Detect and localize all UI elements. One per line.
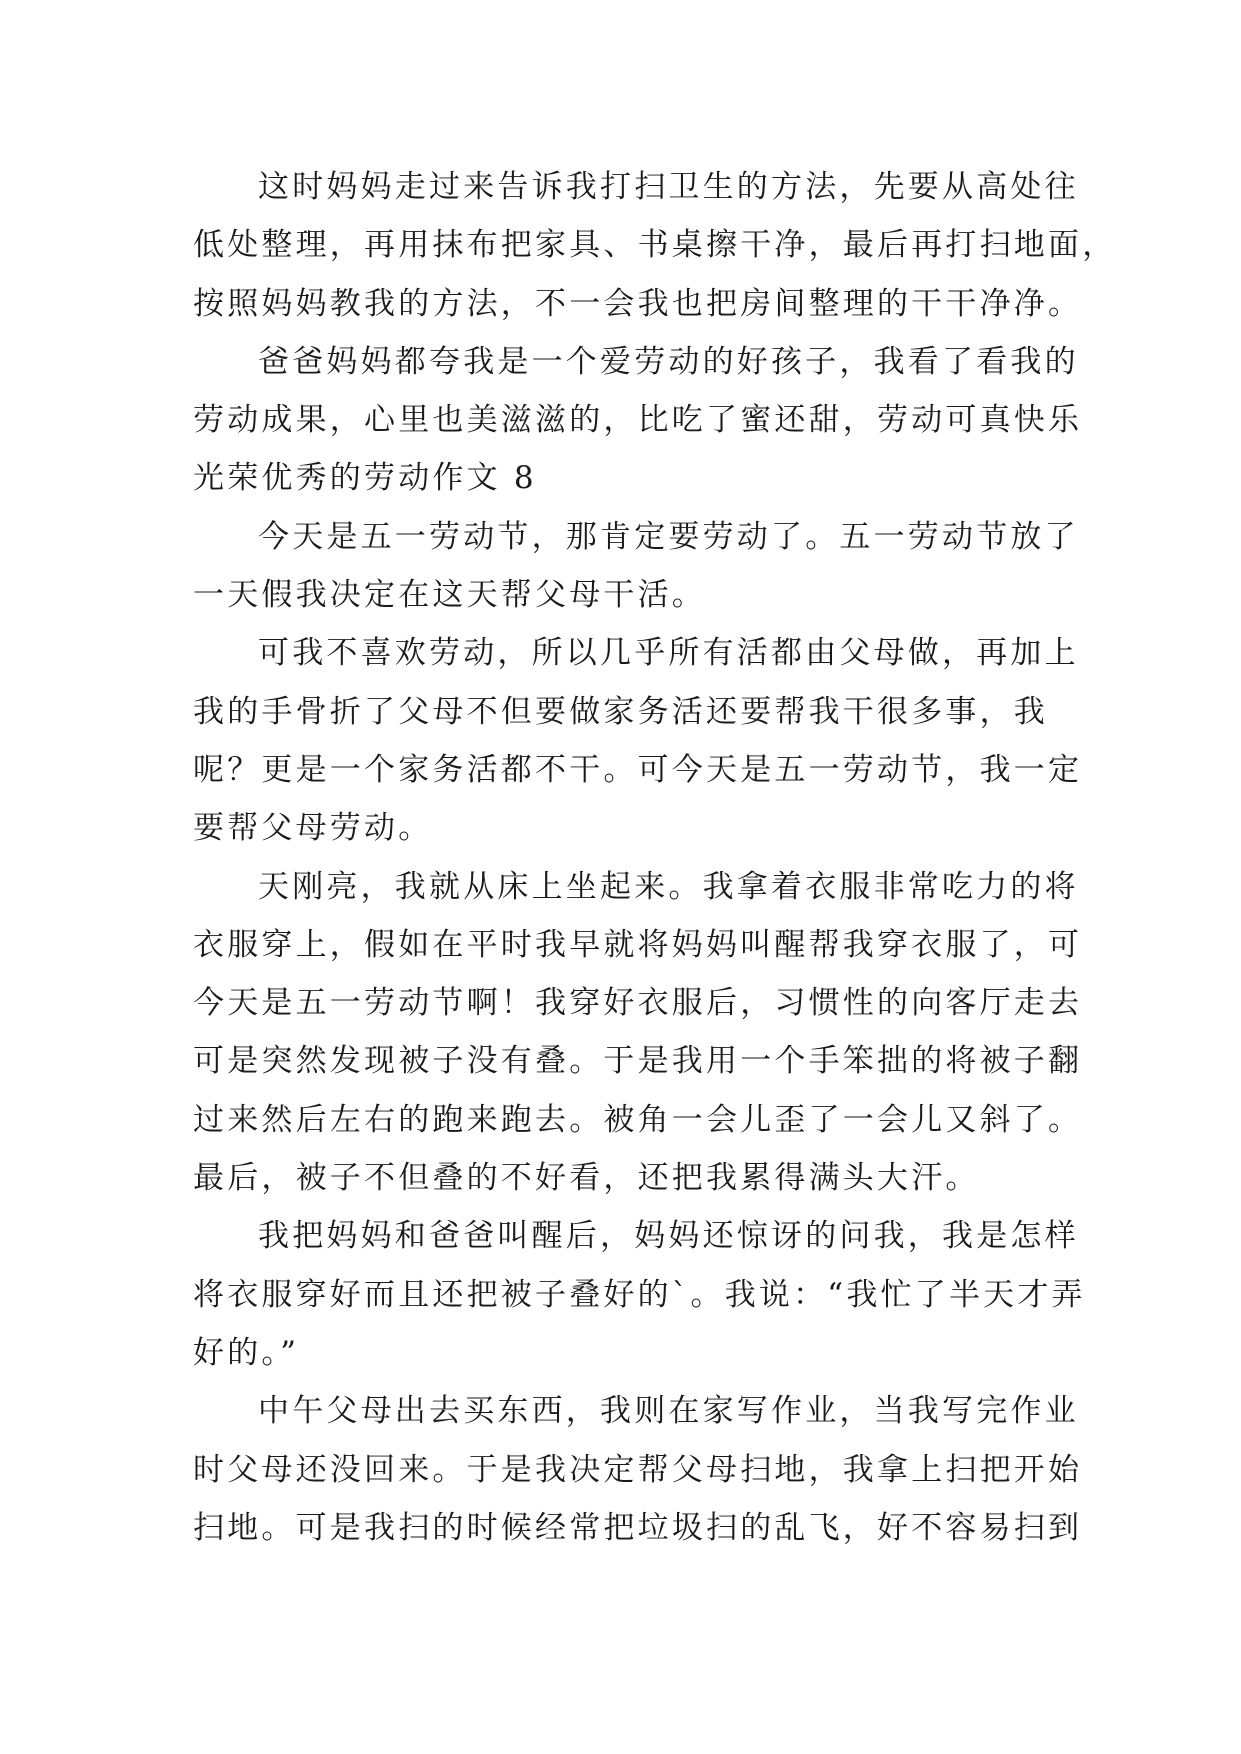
text-line: 时父母还没回来。于是我决定帮父母扫地，我拿上扫把开始 <box>193 1451 1083 1488</box>
text-line: 低处整理，再用抹布把家具、书桌擦干净，最后再打扫地面， <box>193 227 1117 264</box>
text-line: 呢？更是一个家务活都不干。可今天是五一劳动节，我一定 <box>193 751 1083 788</box>
text-line: 劳动成果，心里也美滋滋的，比吃了蜜还甜，劳动可真快乐 <box>193 402 1083 439</box>
text-line: 一天假我决定在这天帮父母干活。 <box>193 577 706 614</box>
text-line: 扫地。可是我扫的时候经常把垃圾扫的乱飞，好不容易扫到 <box>193 1509 1083 1546</box>
text-line: 今天是五一劳动节啊！我穿好衣服后，习惯性的向客厅走去 <box>193 985 1083 1022</box>
text-line: 最后，被子不但叠的不好看，还把我累得满头大汗。 <box>193 1160 980 1197</box>
text-line: 我把妈妈和爸爸叫醒后，妈妈还惊讶的问我，我是怎样 <box>258 1218 1079 1255</box>
text-line: 过来然后左右的跑来跑去。被角一会儿歪了一会儿又斜了。 <box>193 1101 1083 1138</box>
text-line: 按照妈妈教我的方法，不一会我也把房间整理的干干净净。 <box>193 285 1083 322</box>
text-line: 衣服穿上，假如在平时我早就将妈妈叫醒帮我穿衣服了，可 <box>193 926 1083 963</box>
text-line: 我的手骨折了父母不但要做家务活还要帮我干很多事，我 <box>193 693 1048 730</box>
text-line: 可我不喜欢劳动，所以几乎所有活都由父母做，再加上 <box>258 635 1079 672</box>
text-line: 要帮父母劳动。 <box>193 810 433 847</box>
text-line: 这时妈妈走过来告诉我打扫卫生的方法，先要从高处往 <box>258 169 1079 205</box>
text-line: 光荣优秀的劳动作文 8 <box>193 460 537 497</box>
text-line: 今天是五一劳动节，那肯定要劳动了。五一劳动节放了 <box>258 518 1079 555</box>
text-line: 天刚亮，我就从床上坐起来。我拿着衣服非常吃力的将 <box>258 868 1079 905</box>
document-body <box>193 158 1117 1557</box>
text-line: 好的。” <box>193 1334 300 1371</box>
text-line: 将衣服穿好而且还把被子叠好的`。我说：“我忙了半天才弄 <box>193 1276 1086 1313</box>
text-line: 中午父母出去买东西，我则在家写作业，当我写完作业 <box>258 1393 1079 1430</box>
text-line: 可是突然发现被子没有叠。于是我用一个手笨拙的将被子翻 <box>193 1043 1083 1080</box>
text-line: 爸爸妈妈都夸我是一个爱劳动的好孩子，我看了看我的 <box>258 343 1079 380</box>
